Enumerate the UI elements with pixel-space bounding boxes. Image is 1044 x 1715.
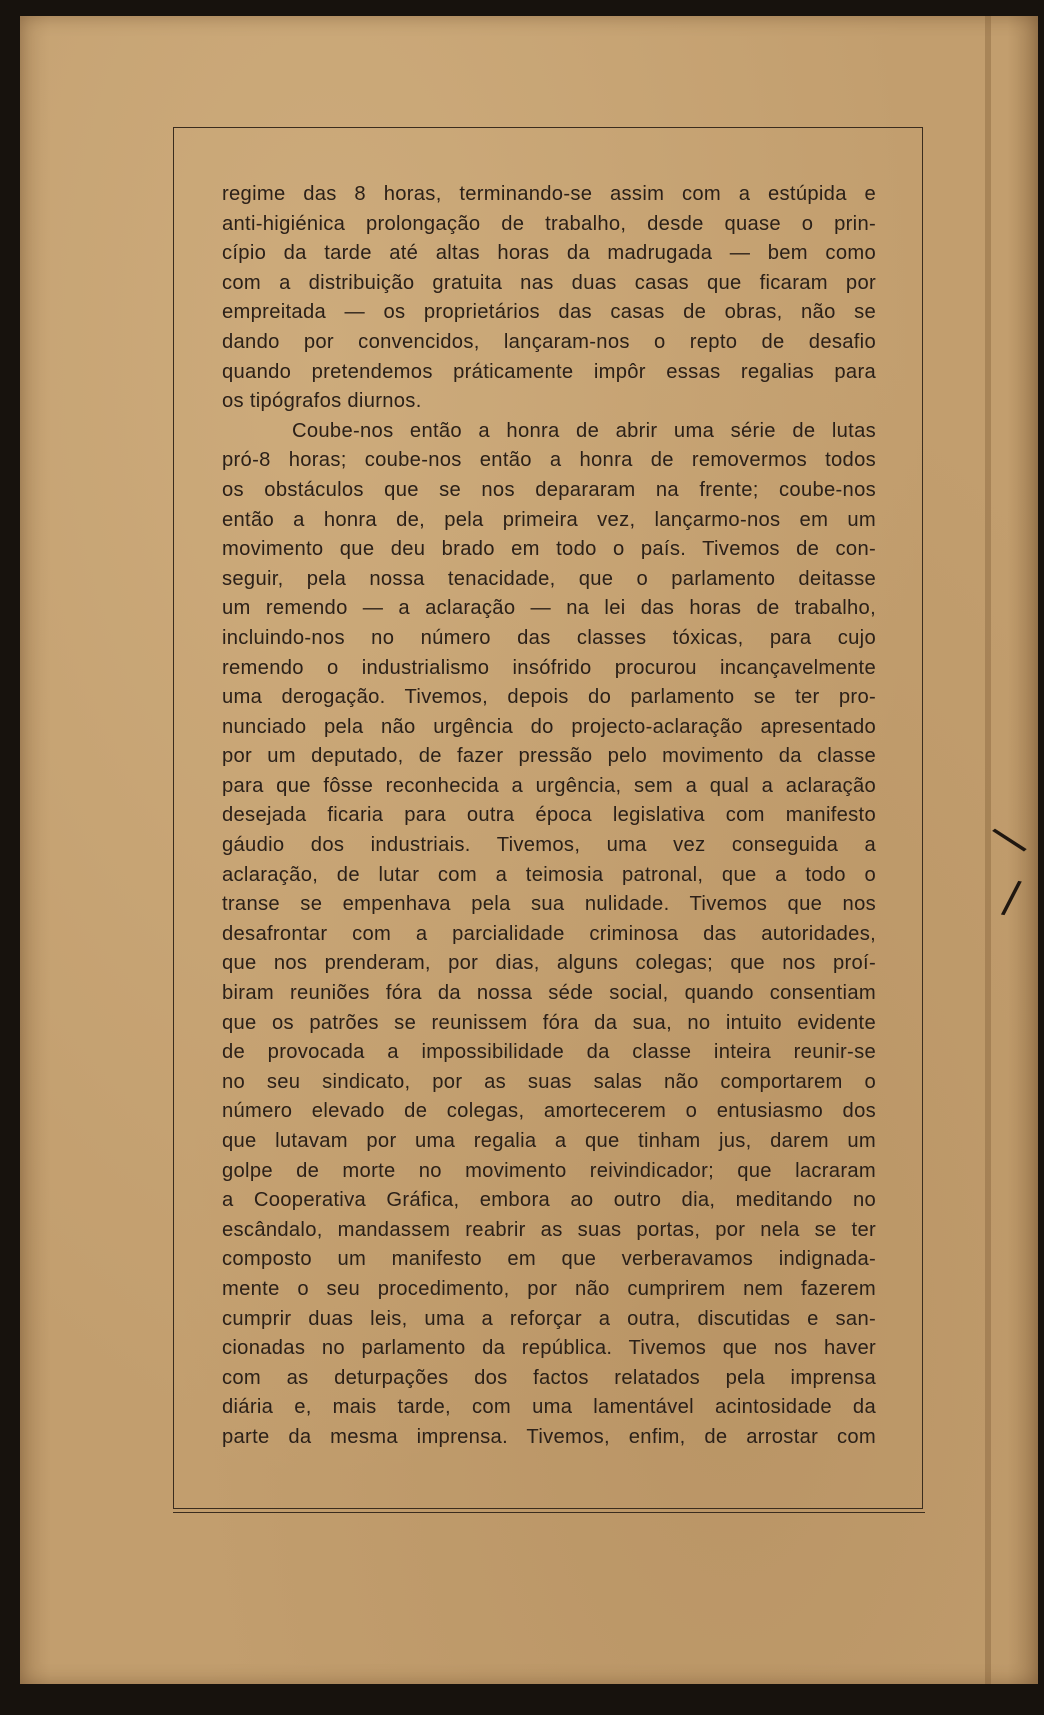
binding-mark-upper-icon: \ bbox=[987, 815, 1032, 864]
text-line: a Cooperativa Gráfica, embora ao outro dia, meditando no bbox=[222, 1189, 876, 1212]
text-line: dando por convencidos, lançaram-nos o repto de desafio bbox=[222, 330, 876, 353]
text-line: cípio da tarde até altas horas da madrugada — bem como bbox=[222, 242, 876, 265]
text-line: os obstáculos que se nos depararam na frente; coube-nos bbox=[222, 478, 876, 501]
paragraph-2 bbox=[222, 417, 876, 1453]
text-line: para que fôsse reconhecida a urgência, sem a qual a aclaração bbox=[222, 774, 876, 797]
text-line: escândalo, mandassem reabrir as suas portas, por nela se ter bbox=[222, 1218, 876, 1241]
page-fold-edge bbox=[985, 16, 991, 1684]
text-line: transe se empenhava pela sua nulidade. Tivemos que nos bbox=[222, 893, 876, 916]
text-line: gáudio dos industriais. Tivemos, uma vez conseguida a bbox=[222, 834, 876, 857]
text-line: Coube-nos então a honra de abrir uma série de lutas bbox=[292, 419, 876, 442]
text-line: parte da mesma imprensa. Tivemos, enfim, de arrostar com bbox=[222, 1425, 876, 1448]
text-line: anti-higiénica prolongação de trabalho, desde quase o prin- bbox=[222, 212, 876, 235]
text-line: movimento que deu brado em todo o país. Tivemos de con- bbox=[222, 538, 876, 561]
text-line: que os patrões se reunissem fóra da sua, no intuito evidente bbox=[222, 1011, 876, 1034]
text-line: por um deputado, de fazer pressão pelo movimento da classe bbox=[222, 745, 876, 768]
text-line: aclaração, de lutar com a teimosia patronal, que a todo o bbox=[222, 863, 876, 886]
text-line: mente o seu procedimento, por não cumprirem nem fazerem bbox=[222, 1277, 876, 1300]
text-line: regime das 8 horas, terminando-se assim com a estúpida e bbox=[222, 183, 876, 205]
text-line: uma derogação. Tivemos, depois do parlamento se ter pro- bbox=[222, 686, 876, 709]
text-line: no seu sindicato, por as suas salas não comportarem o bbox=[222, 1070, 876, 1093]
text-line: remendo o industrialismo insófrido procurou incançavelmente bbox=[222, 656, 876, 679]
frame-bottom-rule bbox=[173, 1512, 925, 1513]
binding-mark-lower-icon: / bbox=[999, 871, 1024, 924]
text-line: os tipógrafos diurnos. bbox=[222, 390, 422, 413]
text-line: que lutavam por uma regalia a que tinham jus, darem um bbox=[222, 1130, 876, 1152]
text-line: incluindo-nos no número das classes tóxicas, para cujo bbox=[222, 626, 876, 649]
text-line: um remendo — a aclaração — na lei das horas de trabalho, bbox=[222, 597, 876, 620]
text-line: desejada ficaria para outra época legislativa com manifesto bbox=[222, 804, 876, 827]
text-line: composto um manifesto em que verberavamos indignada- bbox=[222, 1248, 876, 1271]
text-line: quando pretendemos práticamente impôr essas regalias para bbox=[222, 360, 876, 383]
text-line: número elevado de colegas, amortecerem o entusiasmo dos bbox=[222, 1100, 876, 1123]
text-line: cionadas no parlamento da república. Tivemos que nos haver bbox=[222, 1337, 876, 1360]
text-line: pró-8 horas; coube-nos então a honra de removermos todos bbox=[222, 449, 876, 472]
text-line: cumprir duas leis, uma a reforçar a outra, discutidas e san- bbox=[222, 1307, 876, 1330]
text-line: com as deturpações dos factos relatados pela imprensa bbox=[222, 1366, 876, 1389]
text-line: com a distribuição gratuita nas duas casas que ficaram por bbox=[222, 271, 876, 294]
text-line: desafrontar com a parcialidade criminosa das autoridades, bbox=[222, 922, 876, 945]
text-line: nunciado pela não urgência do projecto-aclaração apresentado bbox=[222, 715, 876, 738]
text-line: de provocada a impossibilidade da classe inteira reunir-se bbox=[222, 1041, 876, 1064]
text-line: seguir, pela nossa tenacidade, que o parlamento deitasse bbox=[222, 567, 876, 590]
text-line: diária e, mais tarde, com uma lamentável acintosidade da bbox=[222, 1396, 876, 1419]
text-line: biram reuniões fóra da nossa séde social, quando consentiam bbox=[222, 982, 876, 1005]
document-body bbox=[222, 180, 876, 1453]
text-line: golpe de morte no movimento reivindicador; que lacraram bbox=[222, 1159, 876, 1182]
text-line: que nos prenderam, por dias, alguns colegas; que nos proí- bbox=[222, 952, 876, 975]
text-line: então a honra de, pela primeira vez, lançarmo-nos em um bbox=[222, 508, 876, 531]
paragraph-1 bbox=[222, 180, 876, 417]
text-line: empreitada — os proprietários das casas de obras, não se bbox=[222, 301, 876, 324]
